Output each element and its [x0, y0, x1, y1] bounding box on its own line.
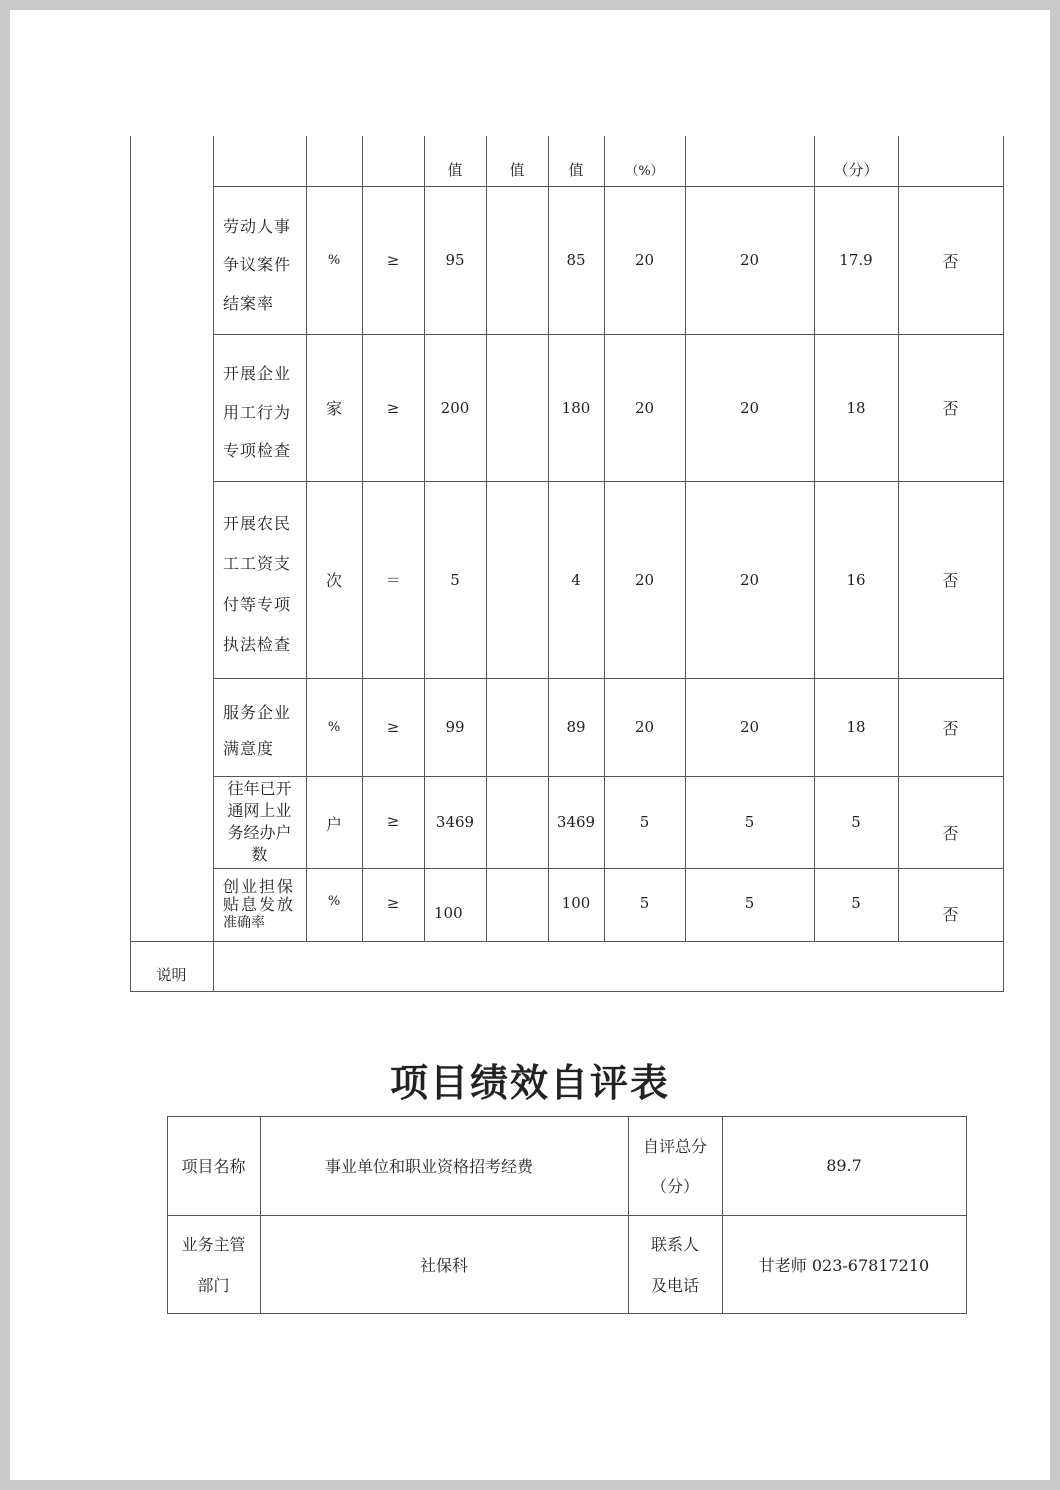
indicator-name: 劳动人事 争议案件 结案率 — [223, 216, 292, 313]
indicator-name: 开展农民 工工资支 付等专项 执法检查 — [223, 513, 292, 655]
actual-cell: 4 — [571, 570, 581, 589]
score-b-cell: 16 — [846, 570, 866, 589]
indicator-name: 服务企业 满意度 — [223, 703, 292, 758]
target-cell: 3469 — [435, 813, 475, 831]
score-a-cell: 5 — [744, 813, 755, 831]
flag-cell: 否 — [942, 571, 959, 590]
flag-cell: 否 — [942, 251, 959, 271]
header-score-unit: （分） — [833, 160, 879, 179]
weight-cell: 20 — [634, 718, 655, 736]
unit-cell: 家 — [325, 399, 342, 418]
header-target-value: 值 — [447, 160, 463, 179]
actual-cell: 180 — [561, 398, 591, 417]
score-a-cell: 20 — [739, 251, 760, 269]
indicator-name: 往年已开 通网上业 务经办户 数 — [227, 779, 292, 864]
score-a-cell: 20 — [739, 718, 760, 736]
flag-cell: 否 — [942, 905, 959, 924]
indicator-name: 创业担保 贴息发放 准确率 — [223, 876, 296, 931]
score-b-cell: 18 — [846, 718, 866, 736]
flag-cell: 否 — [942, 399, 959, 418]
operator-cell: ＝ — [385, 571, 401, 589]
target-cell: 100 — [434, 904, 463, 922]
contact-value: 甘老师 023-67817210 — [758, 1255, 930, 1275]
weight-cell: 5 — [639, 894, 650, 912]
operator-cell: ≥ — [386, 398, 400, 417]
operator-cell: ≥ — [386, 894, 400, 912]
header-weight-percent: （%） — [625, 163, 664, 179]
total-score-value: 89.7 — [826, 1156, 862, 1175]
contact-label: 联系人 及电话 — [650, 1235, 699, 1295]
dept-label: 业务主管 部门 — [181, 1235, 246, 1295]
project-name-value: 事业单位和职业资格招考经费 — [324, 1157, 533, 1176]
score-a-cell: 20 — [739, 570, 760, 589]
flag-cell: 否 — [942, 824, 959, 843]
document-page — [10, 10, 1050, 1480]
dept-value: 社保科 — [419, 1255, 468, 1275]
weight-cell: 20 — [634, 251, 655, 269]
weight-cell: 5 — [639, 813, 650, 831]
unit-cell: 次 — [325, 571, 342, 590]
operator-cell: ≥ — [386, 251, 400, 269]
target-cell: 200 — [440, 398, 470, 417]
header-mid-value: 值 — [509, 160, 525, 179]
actual-cell: 3469 — [556, 813, 596, 831]
target-cell: 5 — [450, 570, 460, 589]
weight-cell: 20 — [634, 570, 655, 589]
score-b-cell: 17.9 — [839, 251, 873, 269]
unit-cell: 户 — [325, 815, 342, 834]
unit-cell: % — [327, 252, 341, 268]
score-b-cell: 5 — [851, 813, 861, 831]
score-b-cell: 18 — [846, 398, 866, 417]
flag-cell: 否 — [942, 718, 959, 738]
operator-cell: ≥ — [386, 812, 400, 830]
score-a-cell: 20 — [739, 398, 760, 417]
score-b-cell: 5 — [851, 894, 861, 912]
target-cell: 99 — [445, 718, 465, 736]
unit-cell: % — [327, 894, 341, 909]
actual-cell: 85 — [566, 251, 586, 269]
target-cell: 95 — [445, 251, 465, 269]
weight-cell: 20 — [634, 398, 655, 417]
unit-cell: % — [327, 719, 341, 735]
actual-cell: 89 — [566, 718, 586, 736]
total-score-label: 自评总分 （分） — [642, 1136, 707, 1197]
project-name-label: 项目名称 — [181, 1157, 246, 1176]
form-title: 项目绩效自评表 — [389, 1060, 670, 1105]
note-label: 说明 — [156, 966, 187, 984]
actual-cell: 100 — [561, 894, 591, 912]
indicator-name: 开展企业 用工行为 专项检查 — [223, 364, 292, 460]
header-actual-value: 值 — [568, 160, 584, 179]
score-a-cell: 5 — [744, 894, 755, 912]
operator-cell: ≥ — [386, 718, 400, 736]
